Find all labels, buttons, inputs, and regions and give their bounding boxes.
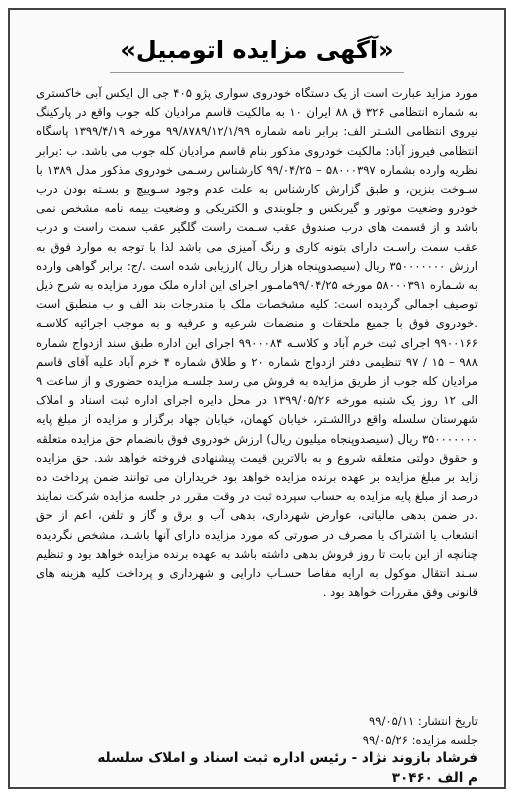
title-divider [110, 72, 404, 73]
auction-session-date: جلسه مزایده: ۹۹/۰۵/۲۶ [362, 733, 478, 747]
auction-notice [8, 8, 506, 789]
publish-date: تاریخ انتشار: ۹۹/۰۵/۱۱ [369, 714, 478, 728]
signature-line: فرشاد بازوند نژاد - رئیس اداره ثبت اسناد و املاک سلسله [97, 750, 478, 766]
notice-title: «آگهی مزایده اتومبیل» [120, 36, 394, 64]
notice-body: مورد مزاید عبارت است از یک دستگاه خودروی سواری پژو ۴۰۵ جی ال ایکس آبی خاکستری به شماره انتظامی ۳۲۶ ق ۸۸ ایران ۱۰ به مالکیت قاسم مرادیان کله جوب واقع در پارکینگ نیروی انتظامی الشـتر الف: برابر نامه شماره ۹۹/۸۷۸۹/۱۲/۱/۹۹ مورخه ۱۳۹۹/۴/۱۹ پاسگاه انتظامی فیروز آباد: مالکیت خودروی مذکور بنام قاسم مرادیان کله جوب می باشد. ب :برابر نظریه وارده بشماره ۵۸۰۰۰۳۹۷ – ۹۹/۰۴/۲۵ کارشناس رسـمی خودروی مذکور مدل ۱۳۸۹ با سـوخت بنزین، و طبق گزارش کارشناس به علت عدم وجود سـوییچ و بسـته بودن درب خودرو وضعیت موتور و گیربکس و جلوبندی و الکتریکی و وضعیت بیمه نامه مشخص نمی باشد و از قسمت های درب صندوق عقب سـمت راست گلگیر عقب سمت راست و درب عقب سمت راسـت دارای بتونه کاری و رنگ آمیزی می باشد لذا با توجه به موارد فوق به ارزش ۳۵۰۰۰۰۰۰۰ ریال (سیصدوپنجاه هزار ریال )ارزیابی شده است ./ج: برابر گواهی وارده به شـماره ۵۸۰۰۰۳۹۱ مورخه ۹۹/۰۴/۲۵مامـور اجرای این اداره ملک مورد مزایده به شرح ذیل توصیف اجمالی گردیده است: کلیه مشخصات ملک با مندرجات بند الف و ب منطبق است .خودروی فوق با جمیع ملحقات و منضمات شرعیه و عرفیه و به موجب اجرائیه کلاسـه ۹۹۰۰۱۶۶ اجرای ثبت خرم آباد و کلاسـه ۹۹۰۰۰۸۴ اجرای این اداره طبق سند ازدواج شماره ۹۸۸ – ۱۵ / ۹۷ تنظیمی دفتر ازدواج شماره ۲۰ و طلاق شماره ۴ خرم آباد علیه آقای قاسم مرادیان کله جوب از طریق مزایده به فروش می رسد جلسـه مزایده حضوری و از ساعت ۹ الی ۱۲ روز یک شنبه مورخه ۱۳۹۹/۰۵/۲۶ در محل دایره اجرای اداره ثبت اسناد و املاک شهرستان سلسله واقع دراالشـتر، خیابان کهمان، خیابان جهاد برگزار و مزایده از مبلغ پایه ۳۵۰۰۰۰۰۰۰ ریال (سیصدوپنجاه میلیون ریال) ارزش خودروی فوق بانضمام حق مزایده متعلقه و حقوق دولتی متعلقه شروع و به بالاترین قیمت پیشنهادی فروخته خواهد شد. حق مزایده زاید بر مبلغ مزایده بر عهده برنده مزایده خواهد بود خریداران می توانند ضمن پرداخت ده درصد از مبلغ پایه مزایده به حساب سپرده ثبت در وقت مقرر در جلسه مزایده شرکت نمایند .در ضمن بدهی مالیاتی، عوارض شهرداری، بدهی آب و برق و گاز و تلفن، اعم از حق انشعاب یا اشتراک یا مصرف در صورتی که مورد مزایده دارای آنها باشـد، مشخص نگردیده چنانچه از این بابت تا روز فروش بدهی داشته باشد به عهده برنده مزایده خواهد بود و تنظیم سـند انتقال موکول به ارایه مفاصا حسـاب دارایی و شهرداری و پرداخت کلیه هزینه های قانونی وفق مقررات خواهد بود . [36, 86, 479, 600]
reference-number: م الف ۳۰۴۶۰ [391, 770, 478, 786]
notice-dates [36, 712, 478, 750]
